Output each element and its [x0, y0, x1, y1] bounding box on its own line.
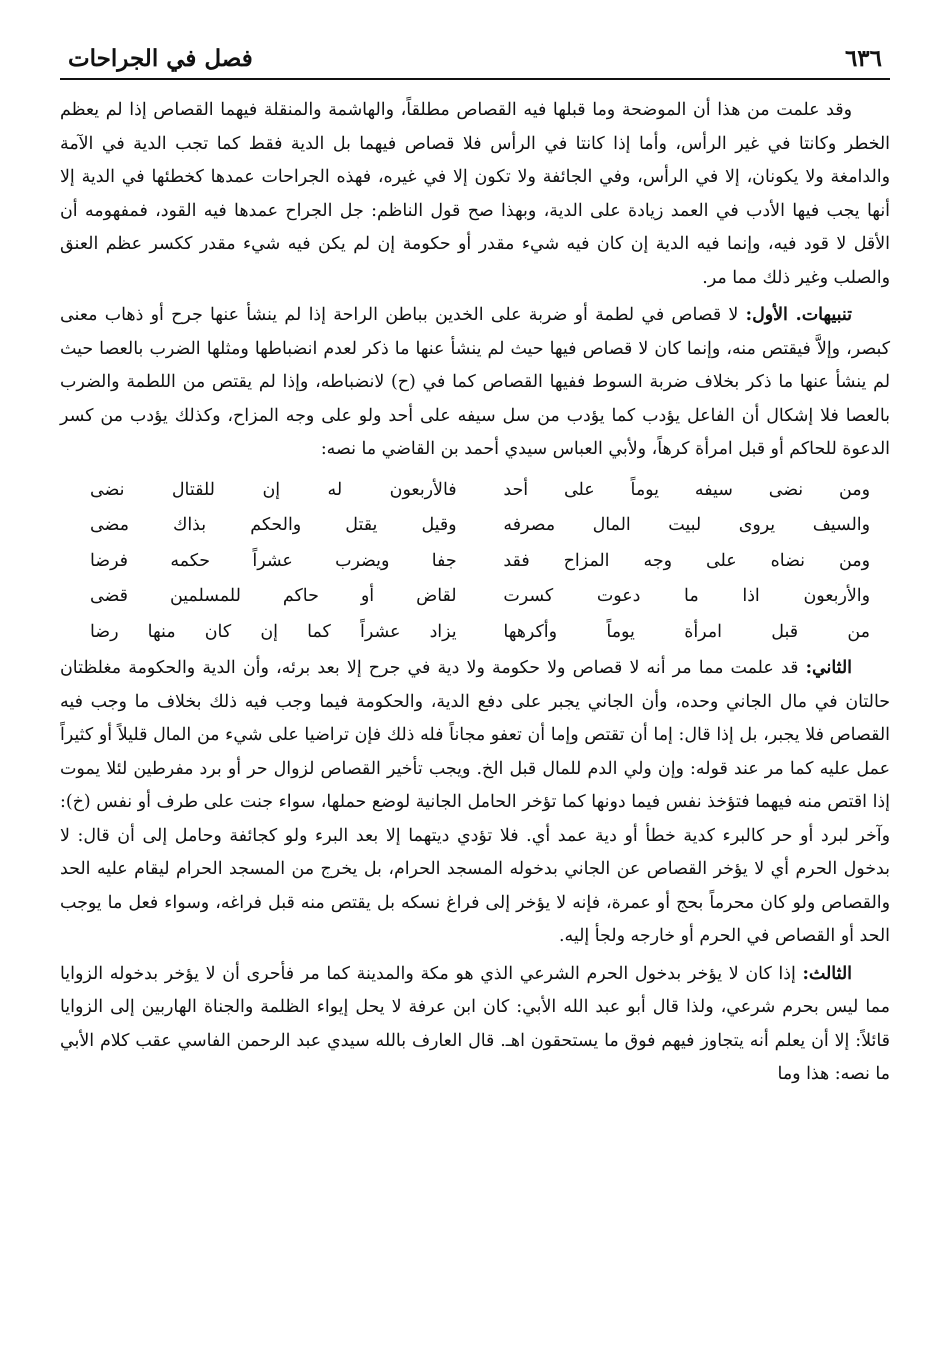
section-title: فصل في الجراحات: [68, 45, 253, 72]
paragraph-text: قد علمت مما مر أنه لا قصاص ولا حكومة ولا دية في جرح إلا بعد برئه، وأن الدية والحكومة مغلظتان حالتان في مال الجاني وحده، وأن الجاني يجبر على دفع الدية، والحكومة فيما وجب فيه ذلك بخلاف ما وجب فيه القصاص فلا يجبر، بل إذا قال: إما أن تقتص وإما أن تعفو مجاناً فله ذلك فإن تراضيا على شيء من المال قليلاً أو كثيراً عمل عليه كما مر عند قوله: وإن ولي الدم للمال قبل الخ. ويجب تأخير القصاص لزوال حر أو برد مفرطين لئلا يموت إذا اقتص منه فيهما فتؤخذ نفس فيما دونها كما تؤخر الحامل الجانية لوضع حملها، سواء جنت على طرف أو نفس (خ): وآخر لبرد أو حر كالبرء كدية خطأ أو دية عمد أي. فلا تؤدي ديتهما إلا بعد البرء ولو كجائفة وحامل إلى أن قال: لا بدخول الحرم أي لا يؤخر القصاص عن الجاني بدخوله المسجد الحرام، بل يخرج من المسجد الحرام ليقام عليه الحد والقصاص ولو كان محرماً بحج أو عمرة، فإنه لا يؤخر إلى فراغ نسكه بل يقتص منه قبل فراغه، وسواء فعل ما يوجب الحد أو القصاص في الحرم أو خارجه ولجأ إليه.: [60, 658, 890, 946]
verse-first-hemistich: ومن نضاه على وجه المزاح فقد: [503, 550, 870, 571]
verse-second-hemistich: وقيل يقتل والحكم بذاك مضى: [90, 515, 457, 535]
paragraph-text: لا قصاص في لطمة أو ضربة على الخدين بباطن الراحة إذا لم ينشأ عنها جرح أو ذهاب معنى كبصر، وإلاَّ فيقتص منه، وإنما كان لا قصاص فيها حيث لم ينشأ عنها ما ذكر لعدم انضباطها ومثلها الضرب بالعصا حيث لم ينشأ عنها ما ذكر بخلاف ضربة السوط ففيها القصاص كما في (ح) لانضباطه، وإذا لم يقتص من اللطمة والضرب بالعصا فلا إشكال أن الفاعل يؤدب كما يؤدب من سل سيفه على أحد ولو على وجه المزاح، وكذلك يؤدب من كسر الدعوة للحاكم أو قبل امرأة كرهاً، ولأبي العباس سيدي أحمد بن القاضي ما نصه:: [60, 305, 890, 459]
paragraph-text: وقد علمت من هذا أن الموضحة وما قبلها فيه القصاص مطلقاً، والهاشمة والمنقلة فيهما القصاص إذا لم يعظم الخطر وكانتا في غير الرأس، وأما إذا كانتا في الرأس فلا قصاص فيهما بل الدية فقط كما تجب الدية في الآمة والدامغة ولا يكونان، إلا في الرأس، وفي الجائفة ولا تكون إلا في غيره، فهذه الجراحات عمدها كخطئها في الدية إلا أنها يجب فيها الأدب في العمد زيادة على الدية، وبهذا صح قول الناظم: جل الجراح عمدها فيه القود، فمفهومه أن الأقل لا قود فيه، وإنما فيه الدية إن كان فيه شيء مقدر أو حكومة إن لم يكن فيه شيء مقدر ككسر عظم العنق والصلب وغير ذلك مما مر.: [60, 100, 890, 288]
verse-first-hemistich: والسيف يروى لبيت المال مصرفه: [503, 515, 870, 535]
poem-verse: [90, 508, 870, 544]
page-header: [60, 30, 890, 72]
paragraph-second-note: [60, 652, 890, 954]
header-divider: [60, 78, 890, 80]
verse-second-hemistich: فالأربعون له إن للقتال نضى: [90, 479, 457, 500]
paragraph-text: إذا كان لا يؤخر بدخول الحرم الشرعي الذي هو مكة والمدينة كما مر فأحرى أن لا يؤخر بدخوله الزوايا مما ليس بحرم شرعي، ولذا قال أبو عبد الله الأبي: كان ابن عرفة لا يحل إيواء الظلمة والجناة الهاربين إلى الزوايا قائلاً: إلا أن يعلم أنه يتجاوز فيهم فوق ما يستحقون اهـ. قال العارف بالله سيدي عبد الرحمن الفاسي عقب كلام الأبي ما نصه: هذا وما: [60, 963, 890, 1084]
poem-block: [60, 473, 890, 651]
paragraph-lead: الثالث:: [802, 963, 852, 984]
paragraph-third-note: [60, 958, 890, 1092]
paragraph-lead: الثاني:: [805, 658, 852, 678]
verse-first-hemistich: والأربعون اذا ما دعوت كسرت: [503, 586, 870, 606]
verse-second-hemistich: يزاد عشراً كما إن كان منها رضا: [90, 621, 457, 642]
poem-verse: [90, 473, 870, 509]
paragraph-intro: [60, 94, 890, 295]
poem-verse: [90, 579, 870, 615]
poem-verse: [90, 615, 870, 651]
verse-first-hemistich: من قبل امرأة يوماً وأكرهها: [503, 621, 870, 642]
paragraph-lead: تنبيهات. الأول:: [745, 305, 853, 325]
verse-second-hemistich: لقاض أو حاكم للمسلمين قضى: [90, 586, 457, 606]
paragraph-first-note: [60, 299, 890, 467]
page-number: ٦٣٦: [844, 45, 882, 72]
verse-second-hemistich: جفا ويضرب عشراً حكمه فرضا: [90, 550, 457, 571]
poem-verse: [90, 544, 870, 580]
verse-first-hemistich: ومن نضى سيفه يوماً على أحد: [503, 479, 870, 500]
